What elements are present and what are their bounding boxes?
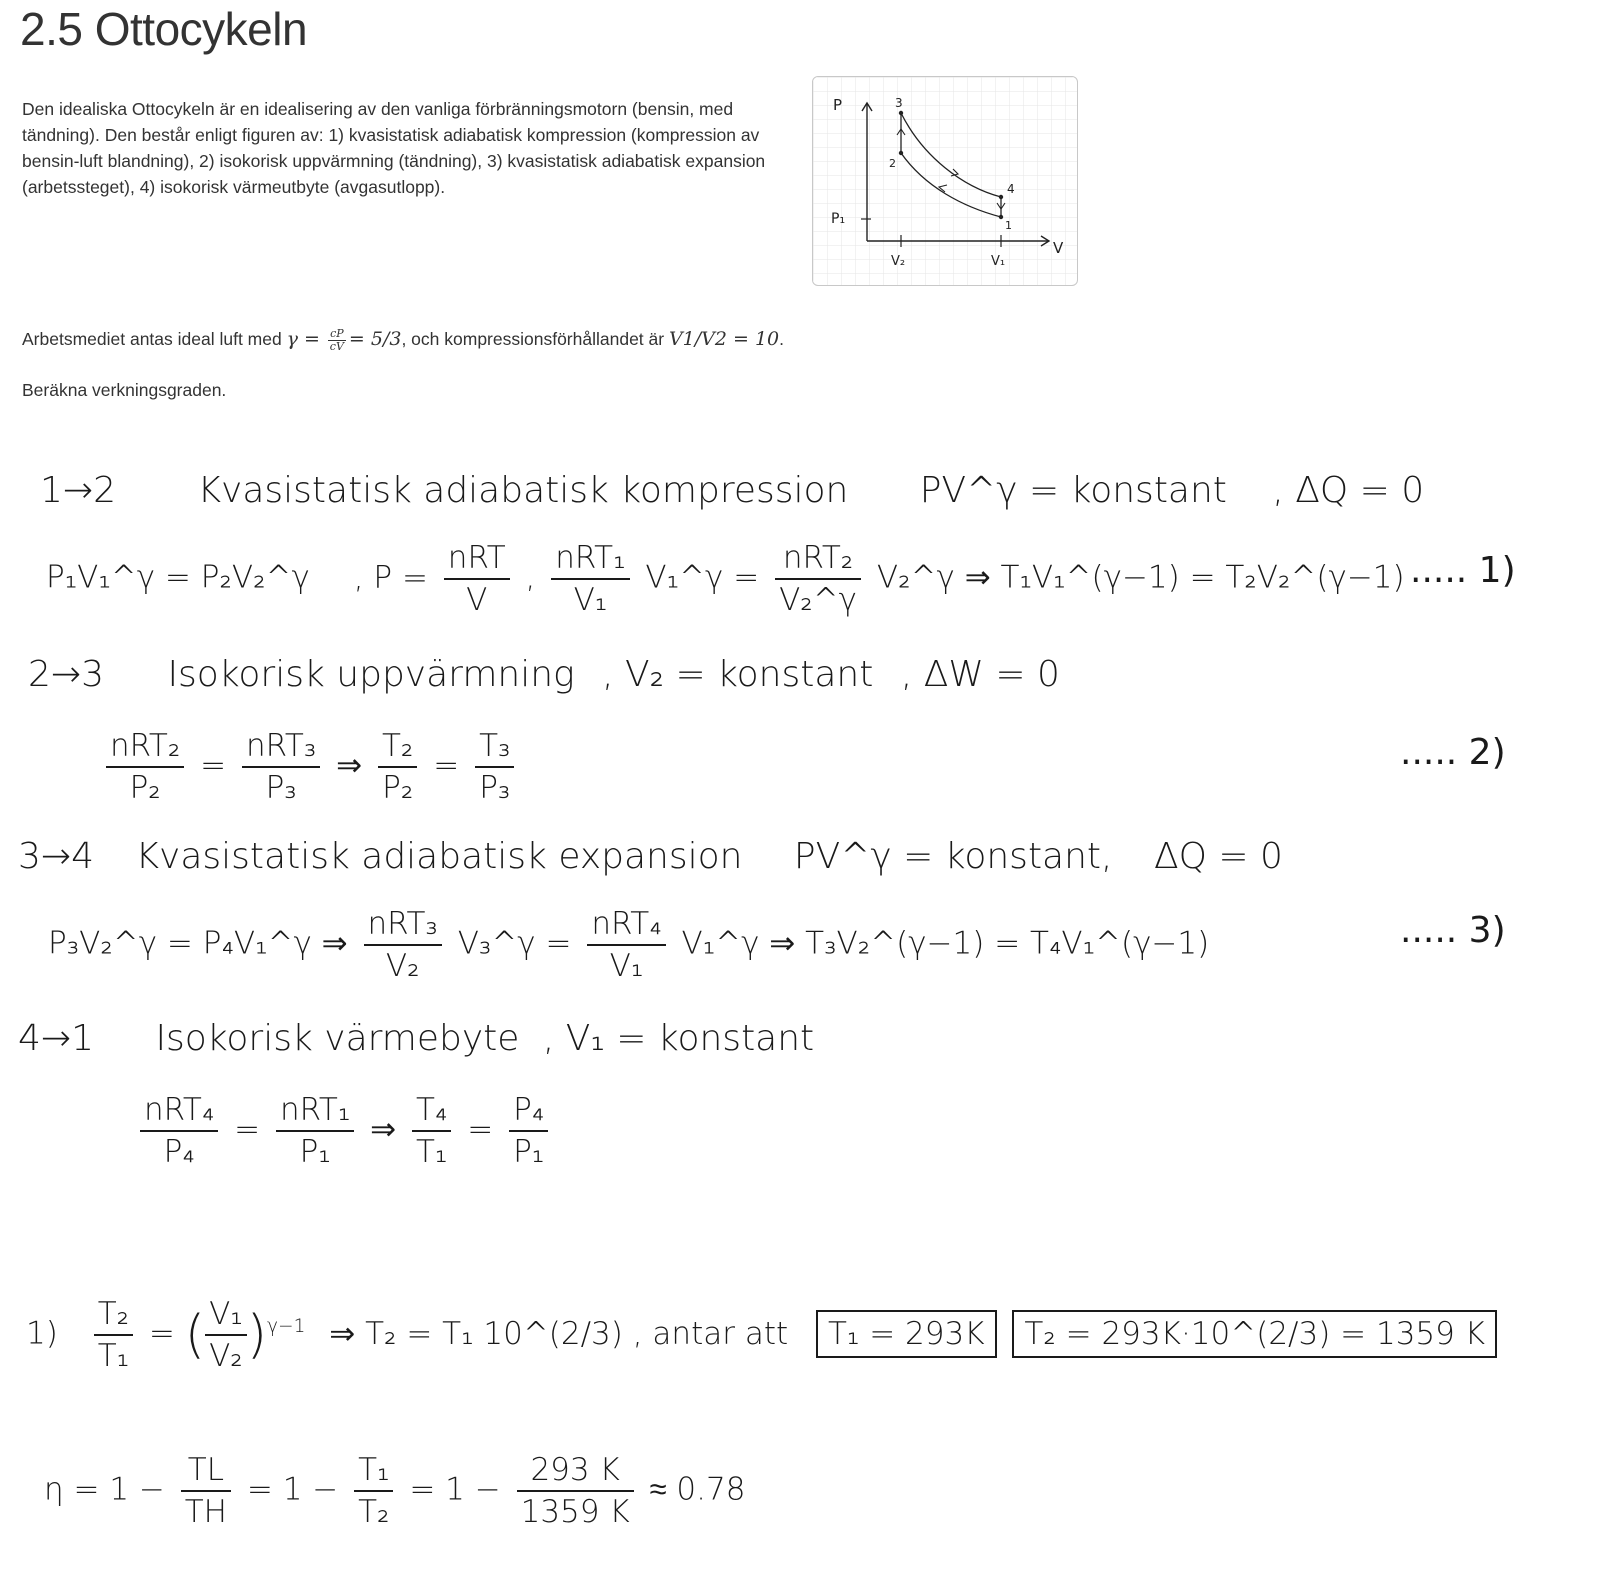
eq-3-4-f2 [587, 906, 665, 984]
sol-paren-den: V₂ [209, 1338, 243, 1374]
gamma-expression: γ = [286, 328, 320, 351]
assumption-mid: , och kompressionsförhållandet är [401, 329, 669, 350]
eq-4-1-f4-num: P₄ [509, 1092, 548, 1132]
eta-f2-den: T₂ [358, 1494, 390, 1530]
eq-2-3-f1-den: P₂ [129, 770, 161, 806]
point-4 [999, 195, 1003, 199]
eq-2-3-f3-num: T₂ [378, 728, 417, 768]
step-4-1-header [18, 1018, 814, 1059]
eq-4-1-f4-den: P₁ [513, 1134, 545, 1170]
step-1-2-title: Kvasistatisk adiabatisk kompression [197, 470, 849, 511]
efficiency-line [44, 1452, 745, 1530]
eq-1-2-d-num: nRT₂ [775, 540, 861, 580]
sol-f1-den: T₁ [97, 1338, 130, 1374]
eta-f3-num: 293 K [517, 1452, 634, 1492]
sol-box-t2: T₂ = 293K·10^(2/3) = 1359 K [1012, 1310, 1497, 1358]
eq-1-2-e: V₂^γ ⇒ T₁V₁^(γ−1) = T₂V₂^(γ−1) [876, 559, 1405, 596]
axis-label-v: V [1053, 239, 1064, 257]
step-3-4-law: PV^γ = konstant, [793, 836, 1113, 877]
point-1 [999, 215, 1003, 219]
eta-f3-den: 1359 K [520, 1494, 630, 1530]
eq-4-1-f2-den: P₁ [299, 1134, 331, 1170]
eq-1-2-a: P₁V₁^γ = P₂V₂^γ [46, 559, 310, 596]
label-point-1: 1 [1005, 219, 1012, 232]
point-3 [899, 111, 903, 115]
eta-f1 [181, 1452, 231, 1530]
eta-mid: = 1 − [246, 1471, 339, 1508]
eq-4-1-f3 [412, 1092, 451, 1170]
eq-1-2-d-frac [775, 540, 861, 618]
sol-f1 [94, 1296, 133, 1374]
equation-tag-3: ..... 3) [1400, 910, 1506, 951]
solution-line: 1) $\frac{\text{T₂}}{\text{T₁}}$ = ( $\frac{\text{V₁}}{\text{V₂}}$ )$^{\gamma-1}$ ⇒ T₂ = T₁ 10^(2/3) , antar att T₁ = 293K T₂ = 293K·10^(2/3) = 1359 K [26, 1296, 1497, 1374]
step-3-4-title: Kvasistatisk adiabatisk expansion [135, 836, 743, 877]
step-1-2-law: PV^γ = konstant [919, 470, 1227, 511]
step-4-1-title: Isokorisk värmebyte [155, 1018, 520, 1059]
pv-diagram-svg [813, 77, 1077, 285]
eq-4-1-f4 [509, 1092, 548, 1170]
pv-diagram [812, 76, 1078, 286]
eq-4-1-f1 [140, 1092, 218, 1170]
step-3-4-label: 3→4 [18, 836, 94, 877]
eq-3-4-f2-den: V₁ [609, 948, 644, 984]
eq-3-4-f2-num: nRT₄ [587, 906, 665, 946]
eq-2-3-f2-num: nRT₃ [242, 728, 320, 768]
eq-4-1-f3-num: T₄ [412, 1092, 451, 1132]
eq-4-1-f3-den: T₁ [416, 1134, 448, 1170]
eq-1-2-c-mid: V₁^γ = [645, 559, 760, 596]
eq-1-2-b-num: nRT [444, 540, 510, 580]
gamma-numerator: cP [328, 328, 346, 341]
eq-1-2-b-frac [444, 540, 510, 618]
sol-mid: ⇒ T₂ = T₁ 10^(2/3) , antar att [329, 1315, 789, 1352]
intro-paragraph: Den idealiska Ottocykeln är en idealisering av den vanliga förbränningsmotorn (bensin, med tändning). Den består enligt figuren av: 1) kvasistatisk adiabatisk kompression (kompression av bensin-luft blandning), 2) isokorisk uppvärmning (tändning), 3) kvasistatisk adiabatisk expansion (arbetssteget), 4) isokorisk värmeutbyte (avgasutlopp). [22, 99, 766, 197]
eq-2-3-f3 [378, 728, 417, 806]
eq-1-2-b-den: V [466, 582, 488, 618]
step-1-2-dq: , ΔQ = 0 [1272, 470, 1425, 511]
assumption-prefix: Arbetsmediet antas ideal luft med [22, 329, 287, 350]
eq-1-2-c-frac [551, 540, 629, 618]
eq-3-4-f1-num: nRT₃ [364, 906, 442, 946]
compression-ratio: V1/V2 = 10 [668, 328, 780, 351]
eq-2-3-f4-num: T₃ [475, 728, 514, 768]
step-2-3-title: Isokorisk uppvärmning [167, 654, 575, 695]
eta-f2-num: T₁ [354, 1452, 393, 1492]
eq-2-3-f1-num: nRT₂ [106, 728, 184, 768]
sol-box-t1: T₁ = 293K [816, 1310, 997, 1358]
step-2-3-equation: nRT₂ P₂ = nRT₃ P₃ ⇒ $\frac{\text{T₂}}{\text{P₂}}$ = $\frac{\text{T₃}}{\text{P₃}}$ [100, 728, 520, 806]
step-2-3-dw: , ΔW = 0 [900, 654, 1060, 695]
step-1-2-header [40, 470, 1424, 511]
sol-paren-frac [205, 1296, 247, 1374]
label-point-2: 2 [889, 157, 896, 170]
solution-tag: 1) [26, 1315, 58, 1352]
eta-mid2: = 1 − [409, 1471, 501, 1508]
gamma-fraction [328, 328, 346, 353]
assumption-end: . [779, 329, 785, 350]
sol-paren-num: V₁ [205, 1296, 247, 1336]
eq-4-1-f2 [276, 1092, 354, 1170]
grid-background [813, 77, 1077, 285]
eta-f1-den: TH [184, 1494, 227, 1530]
page-title: 2.5 Ottocykeln [20, 3, 308, 55]
step-3-4-equation [48, 906, 1209, 984]
eq-3-4-f1 [364, 906, 442, 984]
eta-f2 [354, 1452, 393, 1530]
sol-f1-num: T₂ [94, 1296, 133, 1336]
equation-tag-1: ..... 1) [1410, 550, 1516, 591]
eq-2-3-f2 [242, 728, 320, 806]
label-point-3: 3 [895, 96, 903, 110]
eq-3-4-b: V₁^γ ⇒ T₃V₂^(γ−1) = T₄V₁^(γ−1) [681, 925, 1210, 962]
step-3-4-dq: ΔQ = 0 [1153, 836, 1283, 877]
step-3-4-header [18, 836, 1283, 877]
eq-4-1-f1-num: nRT₄ [140, 1092, 218, 1132]
eq-4-1-f1-den: P₄ [163, 1134, 195, 1170]
step-1-2-label: 1→2 [40, 470, 116, 511]
step-2-3-header [28, 654, 1060, 695]
step-1-2-equation: P₁V₁^γ = P₂V₂^γ , P = nRT V , nRT₁ V₁ V₁^γ = nRT₂ V₂^γ V₂^γ ⇒ T₁V₁^(γ−1) = T₂V₂^(γ−1) [46, 540, 1405, 618]
step-4-1-law: , V₁ = konstant [542, 1018, 815, 1059]
eq-3-4-mid: V₃^γ = [457, 925, 572, 962]
question-text: Beräkna verkningsgraden. [22, 380, 227, 400]
label-v1: V₁ [991, 254, 1006, 269]
eq-2-3-f4-den: P₃ [479, 770, 511, 806]
eta-f1-num: TL [181, 1452, 231, 1492]
label-point-4: 4 [1007, 182, 1015, 196]
step-2-3-label: 2→3 [28, 654, 104, 695]
eq-1-2-c-num: nRT₁ [551, 540, 629, 580]
step-4-1-equation: nRT₄ P₄ = nRT₁ P₁ ⇒ $\frac{\text{T₄}}{\text{T₁}}$ = $\frac{\text{P₄}}{\text{P₁}}$ [134, 1092, 554, 1170]
axis-label-p: P [833, 96, 843, 114]
eq-1-2-d-den: V₂^γ [779, 582, 858, 618]
eq-2-3-f1 [106, 728, 184, 806]
eta-result: ≈ 0.78 [649, 1471, 746, 1508]
eta-f3 [517, 1452, 634, 1530]
step-2-3-law: , V₂ = konstant [602, 654, 874, 695]
equation-tag-2: ..... 2) [1400, 732, 1506, 773]
gamma-denominator: cV [329, 340, 344, 353]
eq-2-3-f2-den: P₃ [265, 770, 297, 806]
gamma-value: = 5/3 [348, 328, 402, 351]
eq-2-3-f3-den: P₂ [382, 770, 414, 806]
eq-1-2-c-den: V₁ [573, 582, 608, 618]
eq-1-2-b: , P = [353, 559, 428, 596]
assumption-paragraph [22, 328, 784, 353]
point-2 [899, 151, 903, 155]
eq-2-3-f4 [475, 728, 514, 806]
eta-lhs: η = 1 − [44, 1471, 165, 1508]
label-v2: V₂ [891, 254, 906, 269]
eq-3-4-a: P₃V₂^γ = P₄V₁^γ ⇒ [48, 925, 348, 962]
label-p1: P₁ [831, 211, 846, 227]
eq-3-4-f1-den: V₂ [385, 948, 420, 984]
eq-4-1-f2-num: nRT₁ [276, 1092, 354, 1132]
step-4-1-label: 4→1 [18, 1018, 94, 1059]
sol-exponent: γ−1 [267, 1316, 306, 1338]
